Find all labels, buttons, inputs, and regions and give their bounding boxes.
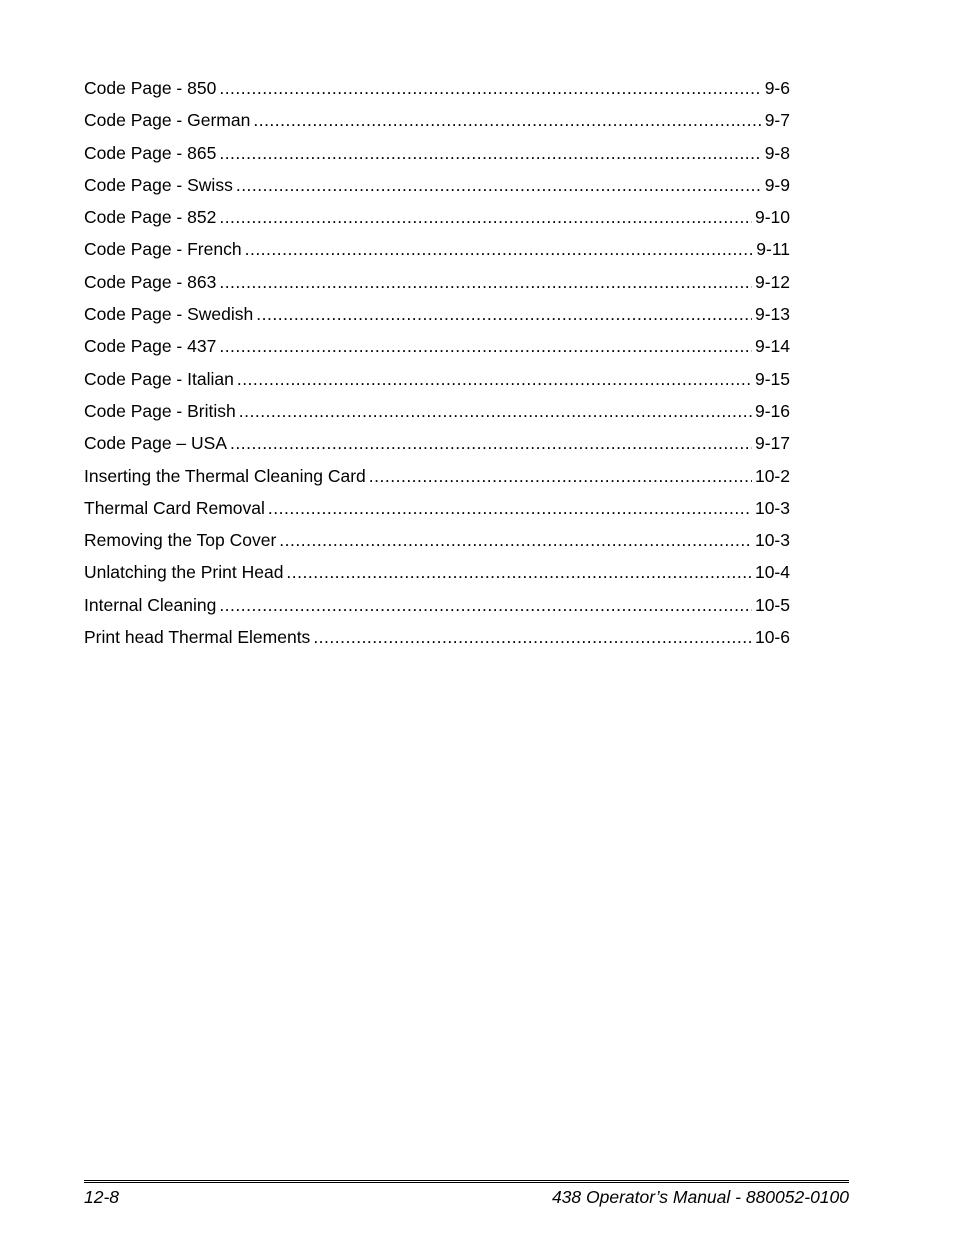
- toc-entry[interactable]: [84, 270, 790, 302]
- toc-entry-title: Unlatching the Print Head: [84, 562, 284, 583]
- toc-leader-dots: [239, 399, 752, 423]
- toc-entry[interactable]: [84, 399, 790, 431]
- toc-entry-page: 10-6: [754, 627, 790, 648]
- table-of-contents: [84, 76, 790, 657]
- toc-entry-page: 9-10: [754, 207, 790, 228]
- toc-entry[interactable]: [84, 76, 790, 108]
- toc-leader-dots: [219, 593, 752, 617]
- toc-entry-page: 9-12: [754, 271, 790, 292]
- toc-entry-page: 10-3: [754, 497, 790, 518]
- toc-entry-page: 9-6: [764, 78, 790, 98]
- toc-entry-title: Code Page - 850: [84, 78, 217, 98]
- toc-entry[interactable]: [84, 173, 790, 205]
- toc-leader-dots: [219, 334, 752, 358]
- toc-entry-page: 9-9: [764, 174, 790, 195]
- footer-manual-title: 438 Operator’s Manual - 880052-0100: [551, 1187, 849, 1207]
- toc-entry-title: Code Page - British: [84, 400, 236, 421]
- toc-entry-title: Code Page - 865: [84, 142, 217, 163]
- toc-entry-title: Thermal Card Removal: [84, 497, 265, 518]
- footer-divider: [84, 1180, 849, 1183]
- toc-entry-title: Code Page - 852: [84, 207, 217, 228]
- toc-entry-title: Code Page - 437: [84, 336, 217, 357]
- toc-entry-page: 9-11: [756, 239, 790, 260]
- toc-entry-page: 10-2: [754, 465, 790, 486]
- toc-leader-dots: [369, 464, 752, 488]
- toc-leader-dots: [219, 205, 752, 229]
- toc-entry[interactable]: [84, 560, 790, 592]
- toc-leader-dots: [253, 108, 761, 132]
- toc-leader-dots: [230, 431, 752, 455]
- toc-entry-title: Code Page - Swedish: [84, 304, 254, 325]
- toc-entry-title: Removing the Top Cover: [84, 530, 277, 551]
- toc-entry[interactable]: [84, 302, 790, 334]
- toc-entry-page: 9-16: [754, 400, 790, 421]
- toc-entry[interactable]: [84, 141, 790, 173]
- toc-leader-dots: [286, 560, 752, 584]
- toc-entry[interactable]: [84, 593, 790, 625]
- toc-leader-dots: [313, 625, 752, 649]
- toc-entry[interactable]: [84, 431, 790, 463]
- toc-leader-dots: [237, 367, 752, 391]
- toc-entry-page: 9-8: [764, 142, 790, 163]
- toc-leader-dots: [219, 270, 752, 294]
- toc-entry-title: Code Page - Italian: [84, 368, 234, 389]
- toc-entry-page: 9-7: [764, 110, 790, 131]
- toc-entry[interactable]: [84, 625, 790, 657]
- toc-entry-page: 9-13: [754, 304, 790, 325]
- toc-entry[interactable]: [84, 496, 790, 528]
- toc-entry-title: Code Page - 863: [84, 271, 217, 292]
- footer-page-number: 12-8: [84, 1187, 120, 1207]
- toc-entry-page: 10-5: [754, 594, 790, 615]
- toc-entry-page: 10-4: [754, 562, 790, 583]
- toc-leader-dots: [219, 141, 761, 165]
- toc-entry-page: 10-3: [754, 530, 790, 551]
- toc-entry[interactable]: [84, 205, 790, 237]
- toc-entry-title: Code Page - Swiss: [84, 174, 233, 195]
- toc-entry-title: Inserting the Thermal Cleaning Card: [84, 465, 366, 486]
- toc-entry-title: Internal Cleaning: [84, 594, 217, 615]
- toc-entry-page: 9-15: [754, 368, 790, 389]
- toc-leader-dots: [219, 76, 761, 100]
- toc-entry[interactable]: [84, 367, 790, 399]
- toc-entry[interactable]: [84, 108, 790, 140]
- toc-entry-title: Code Page - German: [84, 110, 251, 131]
- toc-entry[interactable]: [84, 464, 790, 496]
- toc-leader-dots: [245, 237, 754, 261]
- toc-entry-title: Code Page - French: [84, 239, 242, 260]
- toc-leader-dots: [268, 496, 752, 520]
- toc-entry-title: Print head Thermal Elements: [84, 627, 311, 648]
- toc-entry[interactable]: [84, 237, 790, 269]
- toc-entry-page: 9-17: [754, 433, 790, 454]
- toc-entry[interactable]: [84, 334, 790, 366]
- toc-leader-dots: [279, 528, 752, 552]
- toc-entry[interactable]: [84, 528, 790, 560]
- toc-entry-page: 9-14: [754, 336, 790, 357]
- toc-entry-title: Code Page – USA: [84, 433, 228, 454]
- toc-leader-dots: [256, 302, 752, 326]
- toc-leader-dots: [236, 173, 762, 197]
